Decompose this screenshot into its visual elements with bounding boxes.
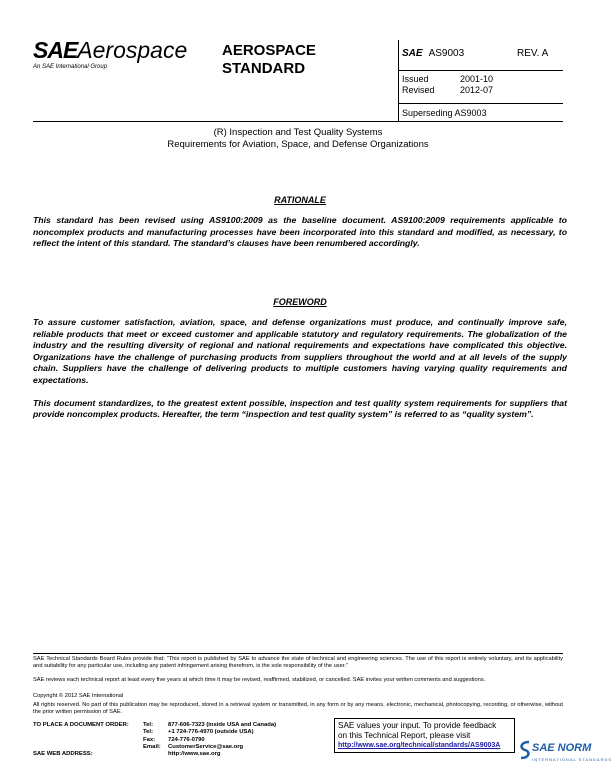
footer-rules-note: SAE Technical Standards Board Rules provide that: “This report is published by SAE to advance the state of technical and engineering sciences. The use of this report is entirely voluntary, and its applicability and suitability for any particular use, including any patent infringement arising therefrom, is the sole responsibility of the user.” — [33, 656, 563, 669]
tel2-label: Tel: — [143, 729, 154, 736]
foreword-heading: FOREWORD — [273, 297, 327, 307]
web-label: SAE WEB ADDRESS: — [33, 751, 93, 758]
web-value[interactable]: http://www.sae.org — [168, 751, 221, 758]
header-divider-2 — [398, 103, 563, 104]
footer-rights-note: All rights reserved. No part of this publication may be reproduced, stored in a retrieval system or transmitted, in any form or by any means, electronic, mechanical, photocopying, recording, or otherwise, without the prior written permission of SAE. — [33, 702, 563, 715]
sae-mark: SAE — [402, 48, 423, 59]
document-title-line2: Requirements for Aviation, Space, and Defense Organizations — [167, 139, 429, 150]
sae-norm-watermark — [517, 738, 612, 768]
footer-review-note: SAE reviews each technical report at least every five years at which time it may be revised, reaffirmed, stabilized, or cancelled. SAE invites your written comments and suggestions. — [33, 677, 486, 683]
feedback-box — [334, 718, 515, 753]
revised-label: Revised — [402, 85, 435, 95]
superseding-note: Superseding AS9003 — [402, 108, 487, 118]
tel-value: 877-606-7323 (inside USA and Canada) — [168, 722, 277, 728]
issued-row — [402, 74, 493, 85]
foreword-paragraph-1: To assure customer satisfaction, aviation, space, and defense organizations must produce, and continually improve safe, reliable products that meet or exceed customer and applicable statutory and regulatory requirements. The globalization of the industry and the resulting diversity of regional and national requirements and expectations have complicated this objective. Organizations have the challenge of purchasing products from suppliers throughout the world and at all levels of the supply chain. Suppliers have the challenge of delivering products to multiple customers having varying quality requirements and expectations. — [33, 317, 567, 385]
order-row-tel2 — [33, 729, 276, 736]
watermark-swirl-icon — [517, 740, 533, 760]
order-row-tel — [33, 722, 276, 729]
document-title — [33, 127, 563, 151]
fax-label: Fax: — [143, 736, 156, 743]
tel-label: Tel: — [143, 722, 154, 728]
logo-wordmark — [33, 38, 198, 62]
order-row-fax — [33, 737, 276, 744]
standard-title-line1: AEROSPACE — [222, 42, 316, 59]
fax-value: 724-776-0790 — [168, 736, 205, 743]
revised-row — [402, 85, 493, 96]
standard-title-line2: STANDARD — [222, 60, 306, 77]
document-title-line1: (R) Inspection and Test Quality Systems — [213, 127, 383, 138]
revised-value: 2012-07 — [460, 85, 494, 95]
order-row-web — [33, 751, 276, 758]
order-label: TO PLACE A DOCUMENT ORDER: — [33, 722, 129, 728]
foreword-section — [33, 297, 567, 421]
footer-copyright: Copyright © 2012 SAE International — [33, 693, 124, 699]
watermark-small-text: INTERNATIONAL STANDARDS — [532, 757, 612, 762]
rationale-heading: RATIONALE — [274, 195, 326, 205]
feedback-link[interactable]: http://www.sae.org/technical/standards/AS9003A — [338, 742, 501, 749]
issued-label: Issued — [402, 74, 429, 84]
logo-aerospace: Aerospace — [77, 37, 188, 63]
footer-divider — [33, 653, 563, 654]
rationale-text: This standard has been revised using AS9100:2009 as the baseline document. AS9100:2009 requirements applicable to noncomplex products and manufacturing processes have been incorporated into this standard and modified, as necessary, to reflect the intent of this standard. The standard’s clauses have been renumbered accordingly. — [33, 215, 567, 249]
header-vertical-divider — [398, 40, 399, 122]
order-contact-info — [33, 722, 276, 758]
email-label: Email: — [143, 743, 161, 750]
document-id — [402, 48, 464, 59]
feedback-line2: on this Technical Report, please visit — [338, 731, 471, 740]
email-value[interactable]: CustomerService@sae.org — [168, 743, 244, 750]
feedback-line1: SAE values your input. To provide feedback — [338, 721, 497, 730]
standard-title — [222, 42, 316, 78]
header-divider-3 — [33, 121, 563, 122]
document-dates — [402, 74, 493, 96]
header-divider-1 — [398, 70, 563, 71]
revision-label: REV. A — [517, 48, 549, 59]
sae-aerospace-logo — [33, 38, 198, 71]
foreword-paragraph-2: This document standardizes, to the greatest extent possible, inspection and test quality system requirements for suppliers that provide noncomplex products. Hereafter, the term “inspection and test quality system” is referred to as “quality system”. — [33, 397, 567, 420]
document-number: AS9003 — [428, 48, 465, 59]
tel2-value: +1 724-776-4970 (outside USA) — [168, 729, 254, 736]
watermark-text: SAE NORM — [532, 742, 592, 754]
rationale-section — [33, 195, 567, 250]
issued-value: 2001-10 — [460, 74, 494, 84]
order-row-email — [33, 744, 276, 751]
logo-sae: SAE — [33, 37, 78, 63]
logo-subtitle: An SAE International Group — [33, 64, 108, 70]
